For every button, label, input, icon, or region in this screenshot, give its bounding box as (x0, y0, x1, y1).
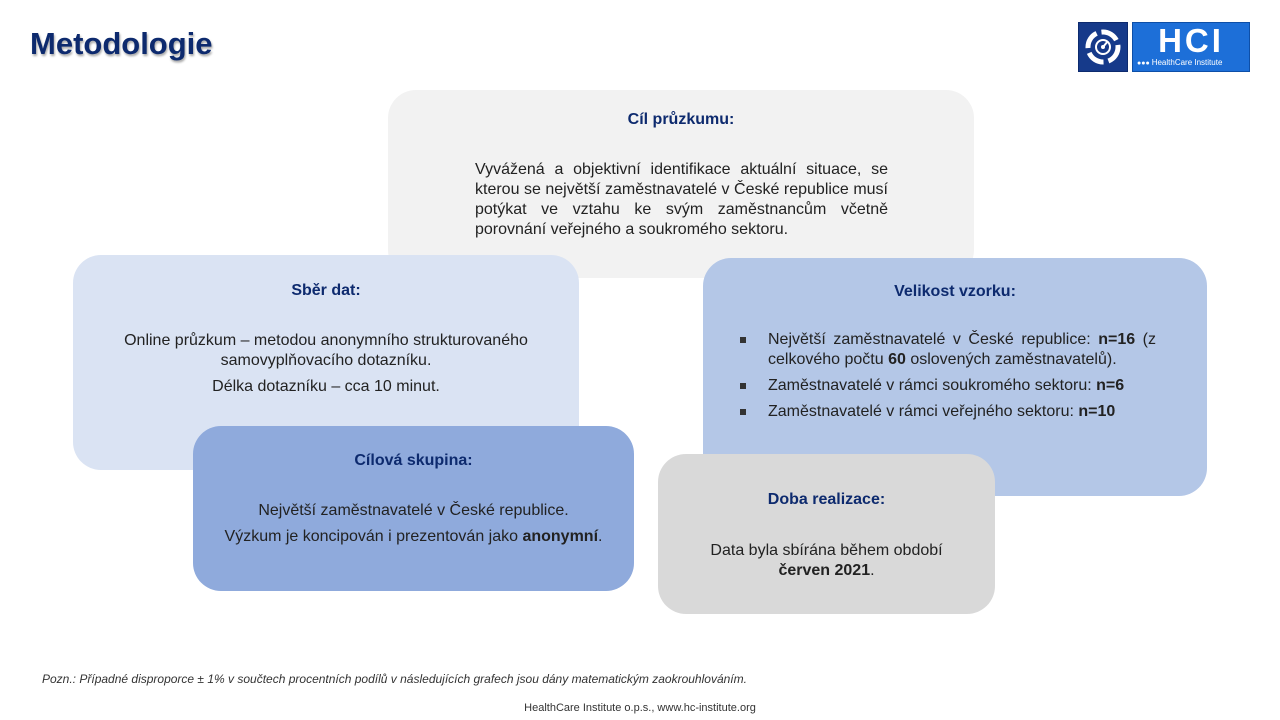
goal-box (388, 90, 974, 278)
hci-logo-text: HCI (1158, 22, 1224, 59)
sample-size-heading: Velikost vzorku: (894, 283, 1016, 300)
timing-period: červen 2021. (778, 562, 875, 579)
hci-wordmark (1132, 22, 1250, 72)
target-group-heading: Cílová skupina: (354, 452, 473, 469)
square-bullet-icon (740, 337, 746, 343)
goal-heading: Cíl průzkumu: (627, 111, 735, 128)
data-collection-length: Délka dotazníku – cca 10 minut. (212, 378, 440, 395)
data-collection-heading: Sběr dat: (291, 282, 361, 299)
slide-title: Metodologie (30, 26, 213, 61)
hci-logo (1078, 22, 1250, 72)
data-collection-text (93, 331, 559, 397)
hci-emblem-icon (1078, 22, 1128, 72)
target-group-box (193, 426, 634, 591)
rounding-note: Pozn.: Případné disproporce ± 1% v součtech procentních podílů v následujících grafech jsou dány matematickým zaokrouhlováním. (42, 672, 747, 686)
data-collection-method: Online průzkum – metodou anonymního strukturovaného samovyplňovacího dotazníku. (124, 332, 528, 369)
timing-line: Data byla sbírána během období (710, 542, 943, 559)
list-item: Zaměstnavatelé v rámci soukromého sektoru: n=6 (739, 376, 1156, 396)
list-item: Největší zaměstnavatelé v České republice: n=16 (z celkového počtu 60 oslovených zaměstnavatelů). (739, 330, 1156, 370)
timing-box (658, 454, 995, 614)
timing-text (668, 541, 985, 581)
timing-heading: Doba realizace: (767, 491, 886, 508)
target-group-line: Největší zaměstnavatelé v České republice. (258, 502, 569, 519)
target-group-text (223, 501, 604, 547)
dots-icon: ●●● (1137, 60, 1150, 67)
target-group-anonymity: Výzkum je koncipován i prezentován jako anonymní. (224, 528, 603, 545)
goal-text: Vyvážená a objektivní identifikace aktuální situace, se kterou se největší zaměstnavatelé v České republice musí potýkat ve vztahu ke svým zaměstnancům včetně porovnání veřejného a soukromého sektoru. (475, 161, 888, 238)
hci-logo-subtitle: ●●● HealthCare Institute (1137, 58, 1223, 67)
list-item: Zaměstnavatelé v rámci veřejného sektoru: n=10 (739, 402, 1156, 422)
square-bullet-icon (740, 383, 746, 389)
sample-size-list (739, 330, 1156, 428)
square-bullet-icon (740, 409, 746, 415)
footer: HealthCare Institute o.p.s., www.hc-institute.org (524, 702, 756, 714)
